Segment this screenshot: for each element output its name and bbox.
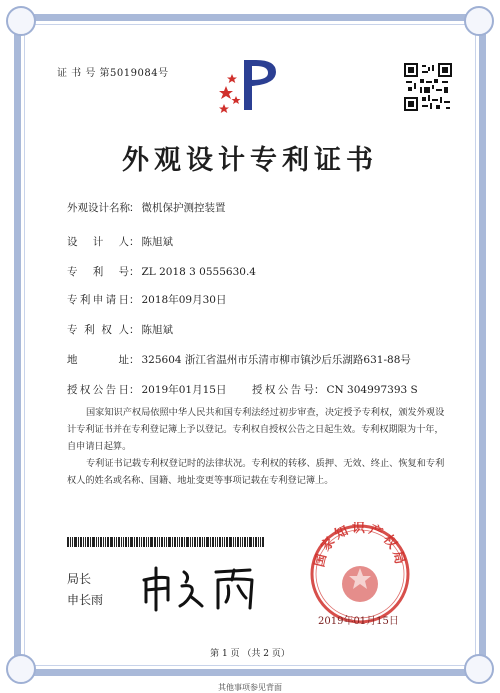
barcode-bar bbox=[222, 537, 223, 547]
barcode-bar bbox=[229, 537, 232, 547]
field-value: 2019年01月15日 bbox=[141, 384, 227, 396]
field-value: 微机保护测控装置 bbox=[141, 202, 226, 214]
barcode-bar bbox=[116, 537, 117, 547]
barcode-bar bbox=[166, 537, 167, 547]
barcode-bar bbox=[164, 537, 165, 547]
barcode-bar bbox=[190, 537, 191, 547]
barcode-bar bbox=[90, 537, 91, 547]
field-patent-no: 专利号： ZL 2018 3 0555630.4 bbox=[67, 266, 256, 278]
barcode-bar bbox=[177, 537, 178, 547]
qr-code bbox=[404, 63, 452, 111]
barcode-bar bbox=[80, 537, 82, 547]
barcode-bar bbox=[103, 537, 104, 547]
footer-note: 其他事项参见背面 bbox=[218, 683, 282, 692]
barcode-bar bbox=[186, 537, 189, 547]
barcode-bar bbox=[219, 537, 221, 547]
barcode-bar bbox=[92, 537, 95, 547]
corner-ornament bbox=[6, 6, 36, 36]
barcode-bar bbox=[107, 537, 109, 547]
barcode-bar bbox=[72, 537, 73, 547]
barcode-bar bbox=[247, 537, 248, 547]
certificate-title: 外观设计专利证书 bbox=[122, 145, 378, 176]
field-value: 2018年09月30日 bbox=[141, 294, 227, 306]
barcode-bar bbox=[181, 537, 183, 547]
barcode-bar bbox=[83, 537, 84, 547]
cnipa-logo bbox=[218, 56, 288, 114]
barcode-bar bbox=[235, 537, 236, 547]
signer-name: 申长雨 bbox=[67, 593, 104, 607]
field-value: CN 304997393 S bbox=[326, 384, 418, 396]
barcode-bar bbox=[100, 537, 102, 547]
barcode-bar bbox=[237, 537, 239, 547]
barcode-bar bbox=[118, 537, 120, 547]
barcode-bar bbox=[139, 537, 140, 547]
field-value: 陈旭斌 bbox=[141, 236, 173, 248]
field-label: 设计人 bbox=[67, 236, 129, 248]
barcode-bar bbox=[202, 537, 203, 547]
barcode-bar bbox=[143, 537, 145, 547]
barcode-bar bbox=[67, 537, 69, 547]
seal-text: 国家知识产权局 bbox=[312, 522, 408, 569]
barcode-bar bbox=[210, 537, 211, 547]
barcode-bar bbox=[121, 537, 122, 547]
corner-ornament bbox=[464, 6, 494, 36]
barcode-bar bbox=[154, 537, 156, 547]
barcode bbox=[67, 537, 299, 547]
barcode-bar bbox=[168, 537, 171, 547]
barcode-bar bbox=[150, 537, 153, 547]
barcode-bar bbox=[217, 537, 218, 547]
signer-title: 局长 bbox=[67, 572, 92, 586]
barcode-bar bbox=[105, 537, 106, 547]
barcode-bar bbox=[244, 537, 246, 547]
barcode-bar bbox=[98, 537, 99, 547]
grant-paragraph: 国家知识产权局依照中华人民共和国专利法经过初步审查，决定授予专利权，颁发外观设计专利证书并在专利登记簿上予以登记。专利权自授权公告之日起生效。专利权期限为十年，自申请日起算。 bbox=[67, 407, 445, 452]
barcode-bar bbox=[70, 537, 71, 547]
barcode-bar bbox=[148, 537, 149, 547]
barcode-bar bbox=[96, 537, 97, 547]
barcode-bar bbox=[260, 537, 261, 547]
barcode-bar bbox=[128, 537, 129, 547]
barcode-bar bbox=[249, 537, 252, 547]
barcode-bar bbox=[224, 537, 225, 547]
barcode-bar bbox=[134, 537, 135, 547]
certificate-number: 证 书 号 第5019084号 bbox=[57, 68, 169, 79]
barcode-bar bbox=[136, 537, 138, 547]
barcode-bar bbox=[184, 537, 185, 547]
barcode-bar bbox=[204, 537, 205, 547]
barcode-bar bbox=[114, 537, 115, 547]
barcode-bar bbox=[123, 537, 124, 547]
field-patentee: 专利权人： 陈旭斌 bbox=[67, 324, 173, 336]
barcode-bar bbox=[78, 537, 79, 547]
barcode-bar bbox=[146, 537, 147, 547]
field-value: ZL 2018 3 0555630.4 bbox=[141, 266, 256, 278]
field-label: 地址 bbox=[67, 354, 129, 366]
field-label: 外观设计名称 bbox=[67, 202, 130, 214]
field-grant-no: 授权公告号： CN 304997393 S bbox=[252, 384, 418, 396]
barcode-bar bbox=[212, 537, 214, 547]
barcode-bar bbox=[110, 537, 113, 547]
barcode-bar bbox=[255, 537, 257, 547]
field-label: 授权公告日 bbox=[67, 384, 129, 396]
barcode-bar bbox=[226, 537, 228, 547]
barcode-bar bbox=[159, 537, 160, 547]
barcode-bar bbox=[125, 537, 127, 547]
handwritten-signature bbox=[138, 562, 268, 614]
legal-status-paragraph: 专利证书记载专利权登记时的法律状况。专利权的转移、质押、无效、终止、恢复和专利权人的姓名或名称、国籍、地址变更等事项记载在专利登记簿上。 bbox=[67, 458, 445, 486]
barcode-bar bbox=[199, 537, 201, 547]
barcode-bar bbox=[258, 537, 259, 547]
field-value: 陈旭斌 bbox=[141, 324, 173, 336]
barcode-bar bbox=[130, 537, 133, 547]
barcode-bar bbox=[242, 537, 243, 547]
barcode-bar bbox=[179, 537, 180, 547]
svg-text:国家知识产权局 bbox=[311, 522, 407, 569]
field-design-name: 外观设计名称： 微机保护测控装置 bbox=[67, 202, 226, 214]
barcode-bar bbox=[161, 537, 163, 547]
barcode-bar bbox=[141, 537, 142, 547]
barcode-bar bbox=[157, 537, 158, 547]
barcode-bar bbox=[174, 537, 176, 547]
field-label: 授权公告号 bbox=[252, 384, 314, 396]
field-application-date: 专利申请日： 2018年09月30日 bbox=[67, 294, 227, 306]
official-seal bbox=[308, 522, 412, 626]
seal-date: 2019年01月15日 bbox=[318, 616, 399, 627]
field-label: 专利号 bbox=[67, 266, 129, 278]
barcode-bar bbox=[240, 537, 241, 547]
barcode-bar bbox=[87, 537, 89, 547]
field-label: 专利申请日 bbox=[67, 294, 129, 306]
field-designer: 设计人： 陈旭斌 bbox=[67, 236, 173, 248]
barcode-bar bbox=[215, 537, 216, 547]
page-indicator: 第 1 页 （共 2 页） bbox=[210, 649, 290, 659]
barcode-bar bbox=[85, 537, 86, 547]
barcode-bar bbox=[233, 537, 234, 547]
field-label: 专利权人 bbox=[67, 324, 129, 336]
barcode-bar bbox=[194, 537, 196, 547]
field-value: 325604 浙江省温州市乐清市柳市镇沙后乐湖路631-88号 bbox=[141, 354, 411, 366]
barcode-bar bbox=[206, 537, 209, 547]
field-grant-date: 授权公告日： 2019年01月15日 bbox=[67, 384, 227, 396]
barcode-bar bbox=[197, 537, 198, 547]
field-address: 地址： 325604 浙江省温州市乐清市柳市镇沙后乐湖路631-88号 bbox=[67, 354, 411, 366]
barcode-bar bbox=[262, 537, 264, 547]
barcode-bar bbox=[192, 537, 193, 547]
barcode-bar bbox=[253, 537, 254, 547]
barcode-bar bbox=[74, 537, 77, 547]
barcode-bar bbox=[172, 537, 173, 547]
